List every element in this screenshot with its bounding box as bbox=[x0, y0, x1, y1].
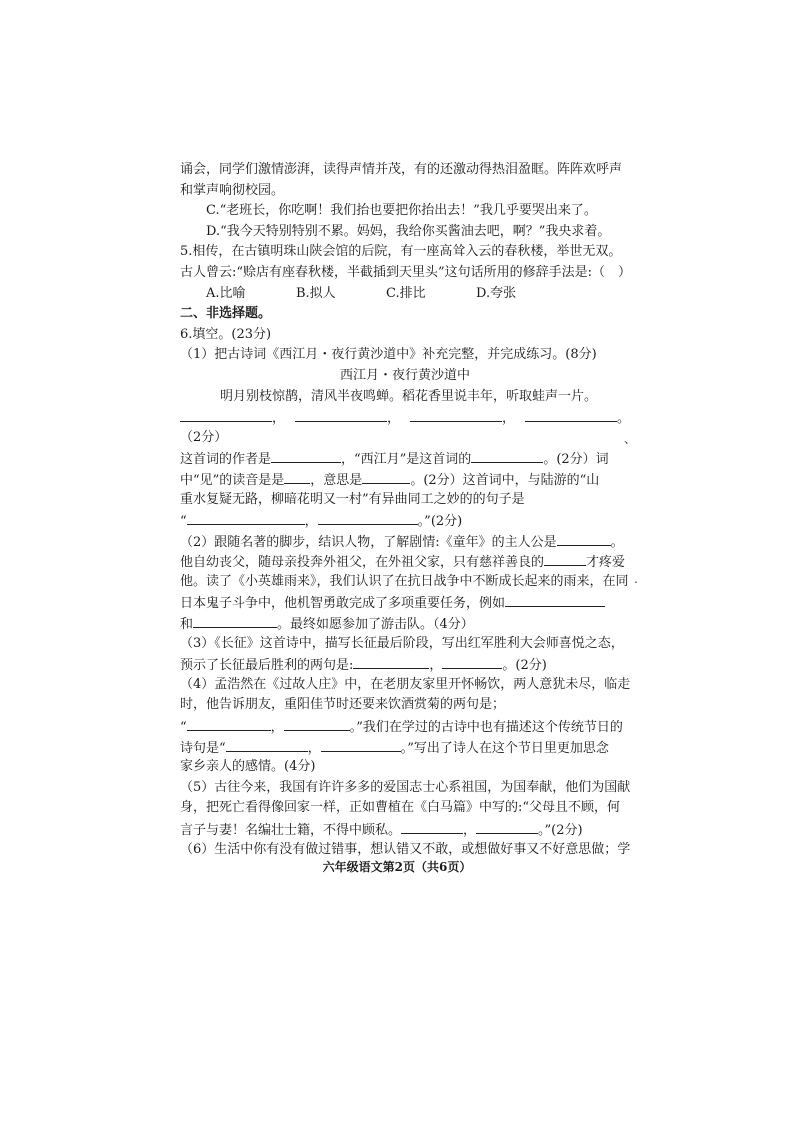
answer-blank[interactable] bbox=[318, 510, 418, 525]
option-d-text: D.“我今天特别特别不累。妈妈，我给你买酱油去吧，啊？”我央求着。 bbox=[206, 223, 611, 239]
option-c[interactable]: C.排比 bbox=[386, 285, 426, 301]
answer-blank[interactable] bbox=[362, 469, 410, 484]
question-6-6: （6）生活中你有没有做过错事，想认错又不敢，或想做好事又不好意思做；学 bbox=[180, 841, 631, 857]
text-line: 重水复疑无路，柳暗花明又一村”有异曲同工之妙的的句子是 bbox=[180, 491, 525, 507]
question-5-options bbox=[180, 284, 630, 305]
page-content bbox=[180, 160, 630, 860]
answer-blank[interactable] bbox=[271, 448, 341, 463]
text-line: 言子与妻！名编壮士籍，不得中顾私。 ， 。”(2分) bbox=[180, 819, 630, 840]
question-6-1: （1）把古诗词《西江月・夜行黄沙道中》补充完整，并完成练习。(8分) bbox=[180, 347, 597, 363]
question-5-stem: 古人曾云:“赊店有座春秋楼，半截插到天里头”这句话所用的修辞手法是:（ ） bbox=[180, 264, 632, 280]
text-line: 日本鬼子斗争中，他机智勇敢完成了多项重要任务，例如 bbox=[180, 592, 630, 613]
answer-blank[interactable] bbox=[193, 613, 277, 628]
answer-blank[interactable] bbox=[410, 407, 502, 422]
answer-blank[interactable] bbox=[505, 592, 605, 607]
question-6: 6.填空。(23分) bbox=[180, 326, 272, 342]
answer-blank[interactable] bbox=[321, 737, 401, 752]
answer-blank[interactable] bbox=[284, 469, 310, 484]
page-footer: 六年级语文第2页（共6页） bbox=[322, 860, 472, 874]
option-c-text: C.“老班长，你吃啊！我们抬也要把你抬出去！”我几乎要哭出来了。 bbox=[206, 203, 597, 219]
answer-blank[interactable] bbox=[226, 737, 308, 752]
section-heading: 二、非选择题。 bbox=[180, 306, 272, 322]
question-6-3: （3）《长征》这首诗中，描写长征最后阶段，写出红军胜利大会师喜悦之态， bbox=[180, 635, 624, 651]
text-line: 预示了长征最后胜利的两句是: ， 。(2分) bbox=[180, 654, 630, 675]
text-line: 和掌声响彻校园。 bbox=[180, 182, 285, 198]
text-line: 家乡亲人的感情。(4分) bbox=[180, 759, 316, 775]
option-a[interactable]: A.比喻 bbox=[206, 285, 246, 301]
question-6-2: （2）跟随名著的脚步，结识人物，了解剧情:《童年》的主人公是 。 bbox=[180, 531, 630, 552]
text-line: 他自幼丧父，随母亲投奔外祖父，在外祖父家，只有慈祥善良的 才疼爱 bbox=[180, 551, 630, 572]
poem-line: 明月别枝惊鹊，清风半夜鸣蝉。稻花香里说丰年，听取蛙声一片。 bbox=[220, 388, 598, 404]
option-b[interactable]: B.拟人 bbox=[296, 285, 336, 301]
text-line: 时，他告诉朋友，重阳佳节时还要来饮酒赏菊的两句是； bbox=[180, 697, 506, 713]
poem-title: 西江月・夜行黄沙道中 bbox=[339, 367, 470, 383]
question-5: 5.相传，在古镇明珠山陕会馆的后院，有一座高耸入云的春秋楼，举世无双。 bbox=[180, 244, 622, 260]
question-6-5: （5）古往今来，我国有许许多多的爱国志士心系祖国，为国奉献，他们为国献 bbox=[180, 779, 631, 795]
answer-blank[interactable] bbox=[284, 716, 350, 731]
scan-speck: . bbox=[634, 572, 638, 586]
author-question: 这首词的作者是 ，“西江月”是这首词的 。(2分）词 bbox=[180, 448, 630, 469]
quote-blank-line: “ ， 。”(2分) bbox=[180, 510, 630, 531]
answer-blank[interactable] bbox=[544, 551, 586, 566]
answer-blank[interactable] bbox=[442, 654, 502, 669]
question-6-4: （4）孟浩然在《过故人庄》中，在老朋友家里开怀畅饮，两人意犹未尽，临走 bbox=[180, 676, 631, 692]
answer-blank[interactable] bbox=[525, 407, 617, 422]
answer-blank[interactable] bbox=[187, 716, 271, 731]
answer-blank[interactable] bbox=[295, 407, 387, 422]
answer-blank[interactable] bbox=[180, 407, 272, 422]
text-line: 他。读了《小英雄雨来》，我们认识了在抗日战争中不断成长起来的雨来，在同 bbox=[180, 573, 629, 589]
answer-blank[interactable] bbox=[471, 448, 543, 463]
answer-blank[interactable] bbox=[476, 819, 538, 834]
text-line: “ ， 。”我们在学过的古诗中也有描述这个传统节日的 bbox=[180, 716, 630, 737]
text-line: 和 。最终如愿参加了游击队。（4分） bbox=[180, 613, 630, 634]
text-line: 诵会，同学们激情澎湃，读得声情并茂，有的还激动得热泪盈眶。阵阵欢呼声 bbox=[180, 162, 623, 177]
text-line: 诗句是“ ， 。”写出了诗人在这个节日里更加思念 bbox=[180, 737, 630, 758]
option-d[interactable]: D.夸张 bbox=[476, 285, 517, 301]
text-line: 身，把死亡看得像回家一样，正如曹植在《白马篇》中写的:“父母且不顾，何 bbox=[180, 800, 621, 816]
scan-speck: 、 bbox=[624, 432, 637, 446]
answer-blank[interactable] bbox=[557, 531, 611, 546]
answer-blank[interactable] bbox=[401, 819, 463, 834]
points: （2分） bbox=[180, 429, 228, 445]
pronunciation-question: 中“见”的读音是是 ，意思是 。(2分）这首词中，与陆游的“山 bbox=[180, 469, 630, 490]
poem-blanks-row: ， ， ， 。 bbox=[180, 407, 630, 428]
answer-blank[interactable] bbox=[187, 510, 305, 525]
answer-blank[interactable] bbox=[353, 654, 429, 669]
